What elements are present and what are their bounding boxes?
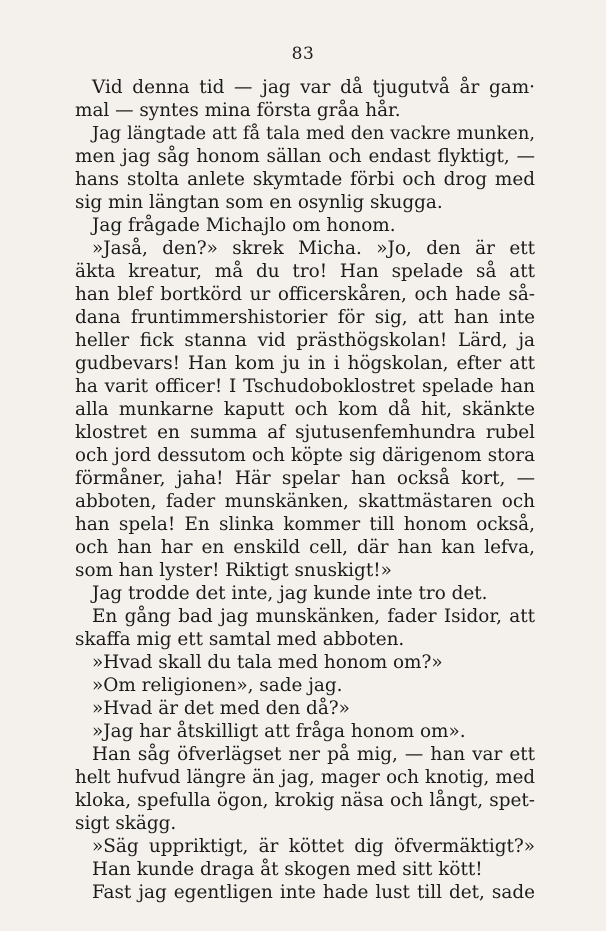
text-line: Jag längtade att få tala med den vackre munken, xyxy=(92,123,535,144)
text-line: mal — syntes mina första gråa hår. xyxy=(75,100,401,121)
text-line: heller fick stanna vid prästhögskolan! Lärd, ja xyxy=(75,330,535,351)
text-line: »Hvad är det med den då?» xyxy=(92,698,350,719)
text-line: »Om religionen», sade jag. xyxy=(92,675,343,696)
text-line: Fast jag egentligen inte hade lust till det, sade xyxy=(92,882,535,903)
text-line: och han har en enskild cell, där han kan lefva, xyxy=(75,537,535,558)
text-line: En gång bad jag munskänken, fader Isidor, att xyxy=(92,606,535,627)
text-line: klostret en summa af sjutusenfemhundra rubel xyxy=(75,422,535,443)
text-line: »Jaså, den?» skrek Micha. »Jo, den är ett xyxy=(92,238,535,259)
body-text xyxy=(75,76,535,904)
text-line: skaffa mig ett samtal med abboten. xyxy=(75,629,405,650)
text-line: »Säg uppriktigt, är köttet dig öfvermäktigt?» xyxy=(92,836,535,857)
text-line: förmåner, jaha! Här spelar han också kort, — xyxy=(75,468,535,489)
text-line: helt hufvud längre än jag, mager och knotig, med xyxy=(75,767,535,788)
text-line: gudbevars! Han kom ju in i högskolan, efter att xyxy=(75,353,535,374)
text-line: »Jag har åtskilligt att fråga honom om». xyxy=(92,721,466,742)
text-line: hans stolta anlete skymtade förbi och drog med xyxy=(75,169,535,190)
text-line: sigt skägg. xyxy=(75,813,177,834)
text-line: alla munkarne kaputt och kom då hit, skänkte xyxy=(75,399,535,420)
text-line: ha varit officer! I Tschudoboklostret spelade han xyxy=(75,376,535,397)
text-line: och jord dessutom och köpte sig därigenom stora xyxy=(75,445,535,466)
text-line: äkta kreatur, må du tro! Han spelade så att xyxy=(75,261,535,282)
text-line: men jag såg honom sällan och endast flyktigt, — xyxy=(75,146,535,167)
page-number: 83 xyxy=(291,44,315,64)
text-line: han spela! En slinka kommer till honom också, xyxy=(75,514,535,535)
text-line: »Hvad skall du tala med honom om?» xyxy=(92,652,443,673)
text-line: som han lyster! Riktigt snuskigt!» xyxy=(75,560,392,581)
text-line: abboten, fader munskänken, skattmästaren och xyxy=(75,491,535,512)
text-line: kloka, spefulla ögon, krokig näsa och långt, spet- xyxy=(75,790,535,811)
text-line: dana fruntimmershistorier för sig, att han inte xyxy=(75,307,535,328)
text-line: han blef bortkörd ur officerskåren, och hade så- xyxy=(75,284,535,305)
text-line: Jag frågade Michajlo om honom. xyxy=(92,215,396,236)
text-line: Vid denna tid — jag var då tjugutvå år gam· xyxy=(92,77,535,98)
text-line: Han såg öfverlägset ner på mig, — han var ett xyxy=(92,744,535,765)
text-line: Han kunde draga åt skogen med sitt kött! xyxy=(92,859,483,880)
text-line: sig min längtan som en osynlig skugga. xyxy=(75,192,443,213)
text-line: Jag trodde det inte, jag kunde inte tro det. xyxy=(92,583,488,604)
